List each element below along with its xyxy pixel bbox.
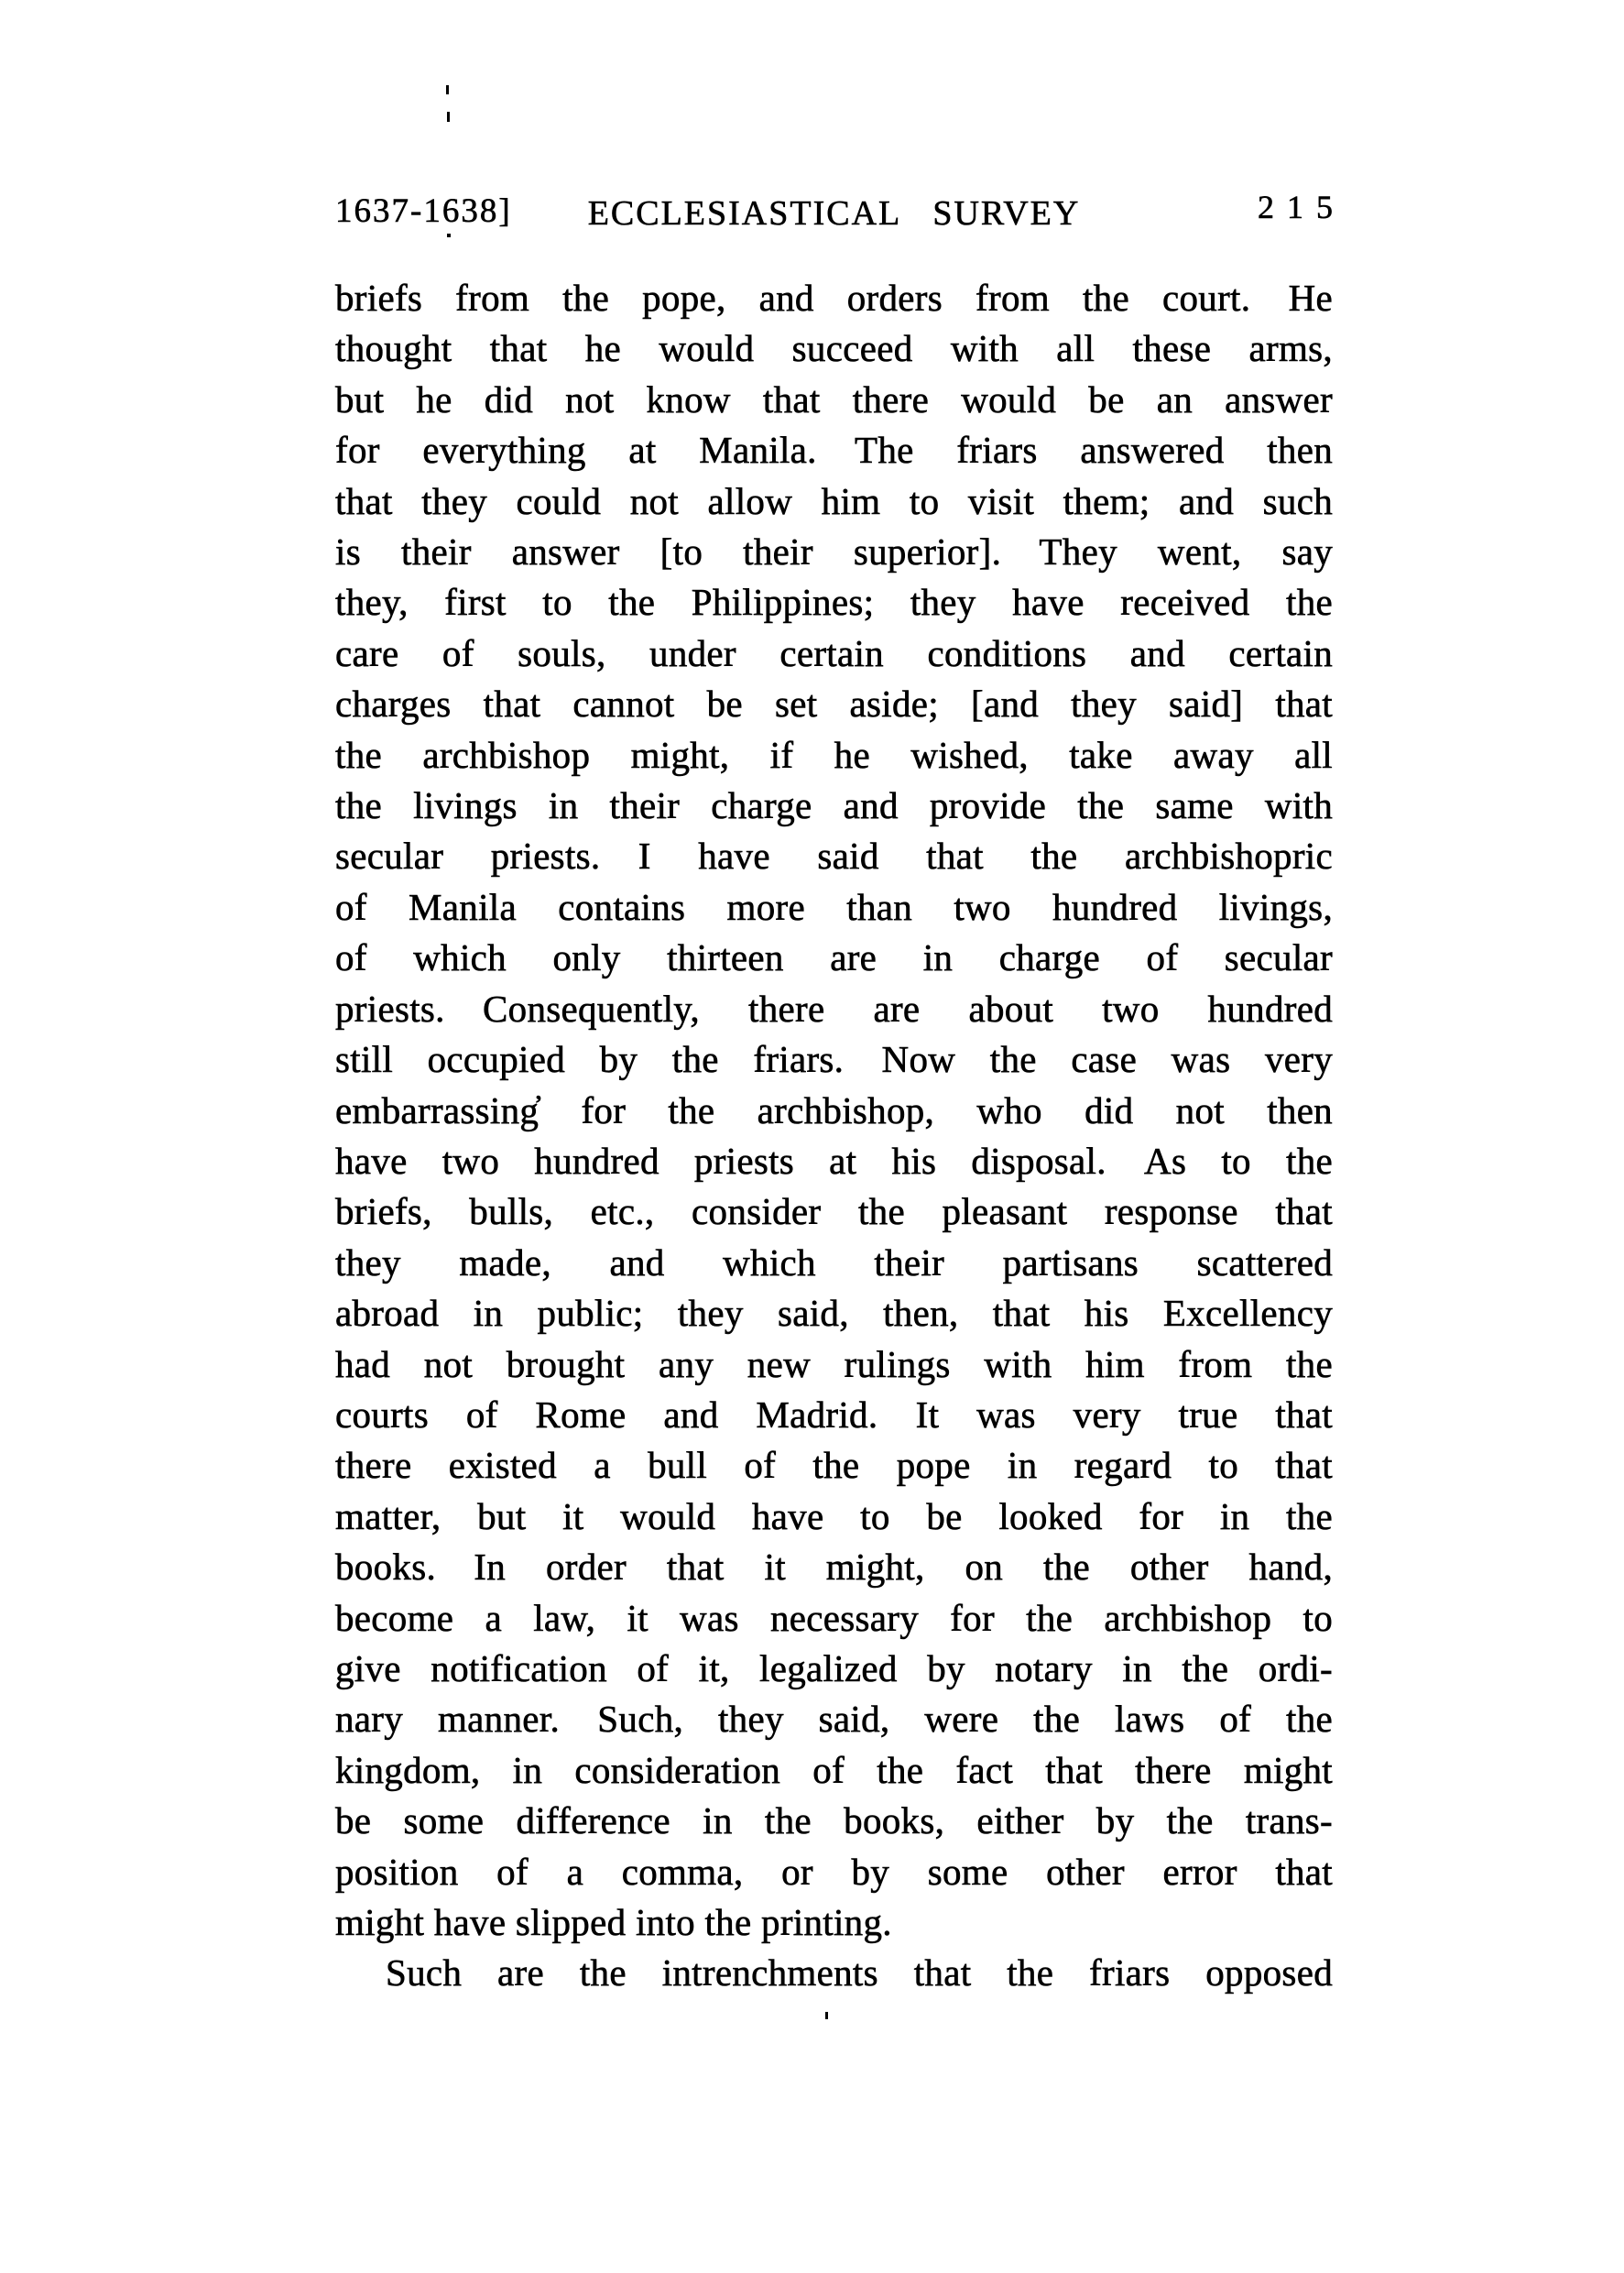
header-page-number: 215 (1258, 189, 1346, 225)
header-year-range: 1637-1638] (335, 192, 512, 230)
text-line: be some difference in the books, either by the trans- (335, 1799, 1333, 1842)
text-line: courts of Rome and Madrid. It was very true that (335, 1393, 1333, 1436)
text-line: might have slipped into the printing. (335, 1901, 892, 1943)
text-line: briefs, bulls, etc., consider the pleasant response that (335, 1190, 1333, 1233)
text-line: priests. Consequently, there are about two hundred (335, 987, 1333, 1030)
scan-speck (825, 2012, 828, 2019)
text-line: of which only thirteen are in charge of secular (335, 936, 1333, 979)
text-line: have two hundred priests at his disposal. As to the (335, 1139, 1333, 1182)
text-line: abroad in public; they said, then, that his Excellency (335, 1292, 1333, 1335)
text-line: become a law, it was necessary for the archbishop to (335, 1596, 1333, 1639)
text-line: care of souls, under certain conditions and certain (335, 631, 1333, 674)
text-line: books. In order that it might, on the other hand, (335, 1546, 1333, 1589)
scan-speck (447, 234, 451, 237)
text-line: briefs from the pope, and orders from the court. He (335, 277, 1333, 319)
text-line: is their answer [to their superior]. They went, say (335, 530, 1333, 574)
text-line: of Manila contains more than two hundred livings, (335, 885, 1333, 928)
scan-speck (446, 85, 449, 94)
text-line: nary manner. Such, they said, were the laws of the (335, 1698, 1333, 1741)
text-line: there existed a bull of the pope in regard to that (335, 1444, 1333, 1487)
text-line: the archbishop might, if he wished, take away all (335, 733, 1333, 776)
running-head (335, 183, 1346, 238)
text-line: for everything at Manila. The friars answered then (335, 429, 1333, 472)
text-line: matter, but it would have to be looked for in the (335, 1494, 1333, 1537)
scan-speck (447, 112, 450, 122)
text-line: that they could not allow him to visit them; and such (335, 479, 1333, 522)
text-line: they, first to the Philippines; they have received the (335, 581, 1333, 624)
text-line: secular priests. I have said that the archbishopric (335, 835, 1333, 878)
text-line: position of a comma, or by some other error that (335, 1850, 1333, 1893)
text-line: they made, and which their partisans scattered (335, 1240, 1333, 1284)
page-text-block (335, 273, 1333, 1999)
header-title: ECCLESIASTICAL SURVEY (587, 194, 1081, 233)
text-line: Such are the intrenchments that the friars opposed (386, 1951, 1333, 1994)
text-line: the livings in their charge and provide the same with (335, 784, 1333, 827)
text-line: give notification of it, legalized by notary in the ordi- (335, 1646, 1333, 1689)
text-line: thought that he would succeed with all these arms, (335, 327, 1333, 370)
text-line: kingdom, in consideration of the fact that there might (335, 1748, 1333, 1791)
text-line: embarrassing̓ for the archbishop, who did not then (335, 1088, 1333, 1131)
text-line: but he did not know that there would be an answer (335, 377, 1333, 421)
text-line: had not brought any new rulings with him from the (335, 1342, 1333, 1385)
text-line: still occupied by the friars. Now the case was very (335, 1038, 1333, 1081)
text-line: charges that cannot be set aside; [and they said] that (335, 683, 1333, 726)
